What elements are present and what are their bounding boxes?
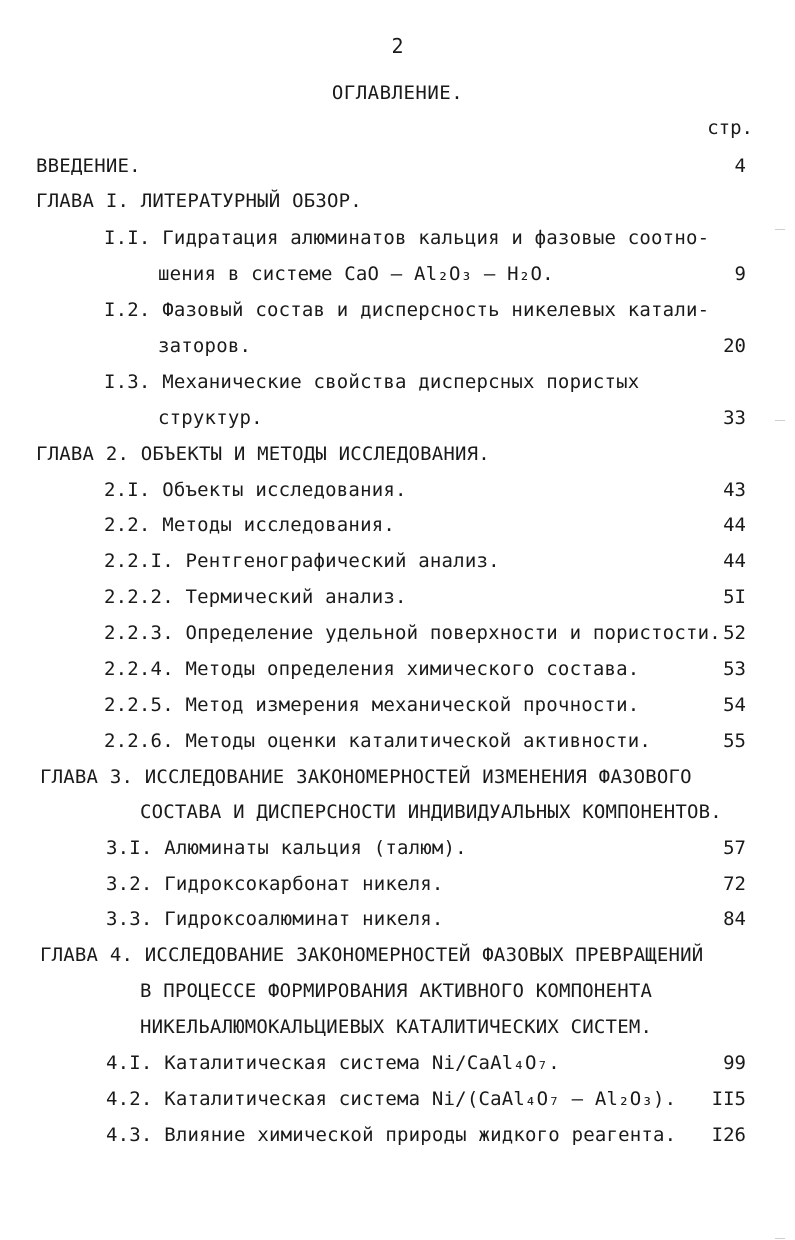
toc-entry <box>140 801 722 823</box>
toc-entry-number: 4.3. <box>106 1124 165 1146</box>
page-title: ОГЛАВЛЕНИЕ. <box>331 82 464 104</box>
toc-entry-page: 44 <box>723 514 746 536</box>
toc-entry <box>106 1052 560 1074</box>
toc-entry <box>104 371 639 393</box>
toc-entry-title: Механические свойства дисперсных пористых <box>162 371 640 393</box>
toc-entry-page: 5I <box>723 586 746 608</box>
toc-entry-page: 54 <box>723 694 746 716</box>
toc-entry <box>40 766 692 788</box>
toc-entry-page: 84 <box>723 908 746 930</box>
toc-entry <box>106 873 444 895</box>
toc-entry <box>36 443 490 465</box>
toc-entry-title: Гидроксокарбонат никеля. <box>164 873 444 895</box>
toc-entry-title: Методы исследования. <box>162 514 395 536</box>
toc-entry-number: 2.2.2. <box>104 586 186 608</box>
toc-entry <box>40 944 703 966</box>
toc-entry-page: 53 <box>723 658 746 680</box>
toc-entry-title: Влияние химической природы жидкого реагента. <box>164 1124 677 1146</box>
toc-entry <box>104 299 709 321</box>
toc-entry <box>106 837 467 859</box>
margin-mark <box>775 420 785 421</box>
toc-entry-number: 3.2. <box>106 873 165 895</box>
toc-entry-number: 4.2. <box>106 1088 165 1110</box>
toc-entry <box>158 335 251 357</box>
toc-entry-number: 3.I. <box>106 837 165 859</box>
toc-entry-title: Гидроксоалюминат никеля. <box>164 908 444 930</box>
toc-entry <box>104 730 651 752</box>
toc-entry-title: ОБЪЕКТЫ И МЕТОДЫ ИССЛЕДОВАНИЯ. <box>140 443 490 465</box>
toc-entry-number: 2.2.3. <box>104 622 186 644</box>
toc-entry <box>104 658 639 680</box>
toc-entry <box>106 1088 676 1110</box>
toc-entry-title: Каталитическая система Ni/CaAl₄O₇. <box>164 1052 560 1074</box>
toc-entry-page: 44 <box>723 550 746 572</box>
toc-entry-title: Каталитическая система Ni/(CaAl₄O₇ – Al₂O₃). <box>164 1088 677 1110</box>
toc-entry-number: 2.2.I. <box>104 550 186 572</box>
margin-mark <box>775 229 785 230</box>
toc-entry-page: 33 <box>723 407 746 429</box>
toc-entry-page: 55 <box>723 730 746 752</box>
toc-entry-page: 9 <box>734 263 746 285</box>
toc-entry-title: Рентгенографический анализ. <box>185 550 500 572</box>
toc-entry-number: 2.2. <box>104 514 163 536</box>
margin-mark <box>775 1238 785 1239</box>
toc-entry-title: ВВЕДЕНИЕ. <box>36 155 141 177</box>
toc-entry <box>106 908 444 930</box>
toc-entry <box>104 479 407 501</box>
toc-entry-title: СОСТАВА И ДИСПЕРСНОСТИ ИНДИВИДУАЛЬНЫХ КОМПОНЕНТОВ. <box>140 801 722 823</box>
toc-entry-number: 4.I. <box>106 1052 165 1074</box>
toc-entry-page: 20 <box>723 335 746 357</box>
toc-entry-number: 3.3. <box>106 908 165 930</box>
toc-entry-title: Методы оценки каталитической активности. <box>185 730 652 752</box>
toc-entry-title: В ПРОЦЕССЕ ФОРМИРОВАНИЯ АКТИВНОГО КОМПОНЕНТА <box>140 980 653 1002</box>
toc-entry-page: 72 <box>723 873 746 895</box>
toc-entry-number: 2.2.4. <box>104 658 186 680</box>
toc-entry-title: заторов. <box>158 335 252 357</box>
toc-entry-title: Фазовый состав и дисперсность никелевых катали- <box>162 299 710 321</box>
toc-entry <box>140 1016 652 1038</box>
toc-entry <box>158 263 554 285</box>
toc-entry-title: шения в системе CaO – Al₂O₃ – H₂O. <box>158 263 554 285</box>
toc-entry-title: Гидратация алюминатов кальция и фазовые соотно- <box>162 227 710 249</box>
toc-entry-number: I.3. <box>104 371 163 393</box>
toc-entry-number: ГЛАВА 3. <box>40 766 145 788</box>
toc-entry-title: Определение удельной поверхности и пористости. <box>185 622 721 644</box>
toc-entry-title: Объекты исследования. <box>162 479 407 501</box>
toc-entry <box>104 694 639 716</box>
toc-entry <box>140 980 652 1002</box>
toc-entry-number: ГЛАВА I. <box>36 190 141 212</box>
toc-entry <box>104 550 500 572</box>
page-number: 2 <box>391 34 404 58</box>
toc-entry-title: ИССЛЕДОВАНИЕ ЗАКОНОМЕРНОСТЕЙ ИЗМЕНЕНИЯ ФАЗОВОГО <box>144 766 692 788</box>
toc-entry <box>36 190 362 212</box>
toc-entry-title: Метод измерения механической прочности. <box>185 694 640 716</box>
toc-entry-title: Термический анализ. <box>185 586 407 608</box>
toc-entry-number: I.I. <box>104 227 163 249</box>
toc-entry-page: 52 <box>723 622 746 644</box>
toc-entry-title: ЛИТЕРАТУРНЫЙ ОБЗОР. <box>140 190 362 212</box>
toc-entry-title: Методы определения химического состава. <box>185 658 640 680</box>
toc-entry-title: структур. <box>158 407 263 429</box>
toc-entry-page: 43 <box>723 479 746 501</box>
toc-entry-page: 57 <box>723 837 746 859</box>
toc-entry-number: 2.2.5. <box>104 694 186 716</box>
toc-entry-page: II5 <box>711 1088 746 1110</box>
toc-entry-page: 4 <box>734 155 746 177</box>
toc-entry-number: ГЛАВА 2. <box>36 443 141 465</box>
toc-entry <box>158 407 263 429</box>
page-column-header: стр. <box>707 117 753 139</box>
toc-entry <box>36 155 141 177</box>
toc-entry <box>104 514 395 536</box>
toc-entry-page: I26 <box>711 1124 746 1146</box>
toc-entry-title: ИССЛЕДОВАНИЕ ЗАКОНОМЕРНОСТЕЙ ФАЗОВЫХ ПРЕВРАЩЕНИЙ <box>144 944 704 966</box>
toc-entry-number: I.2. <box>104 299 163 321</box>
toc-entry-title: Алюминаты кальция (талюм). <box>164 837 467 859</box>
toc-entry-number: ГЛАВА 4. <box>40 944 145 966</box>
toc-entry-number: 2.I. <box>104 479 163 501</box>
toc-entry-page: 99 <box>723 1052 746 1074</box>
toc-entry <box>104 227 709 249</box>
toc-entry <box>106 1124 676 1146</box>
toc-entry <box>104 586 407 608</box>
toc-entry <box>104 622 721 644</box>
toc-entry-number: 2.2.6. <box>104 730 186 752</box>
toc-entry-title: НИКЕЛЬАЛЮМОКАЛЬЦИЕВЫХ КАТАЛИТИЧЕСКИХ СИСТЕМ. <box>140 1016 653 1038</box>
